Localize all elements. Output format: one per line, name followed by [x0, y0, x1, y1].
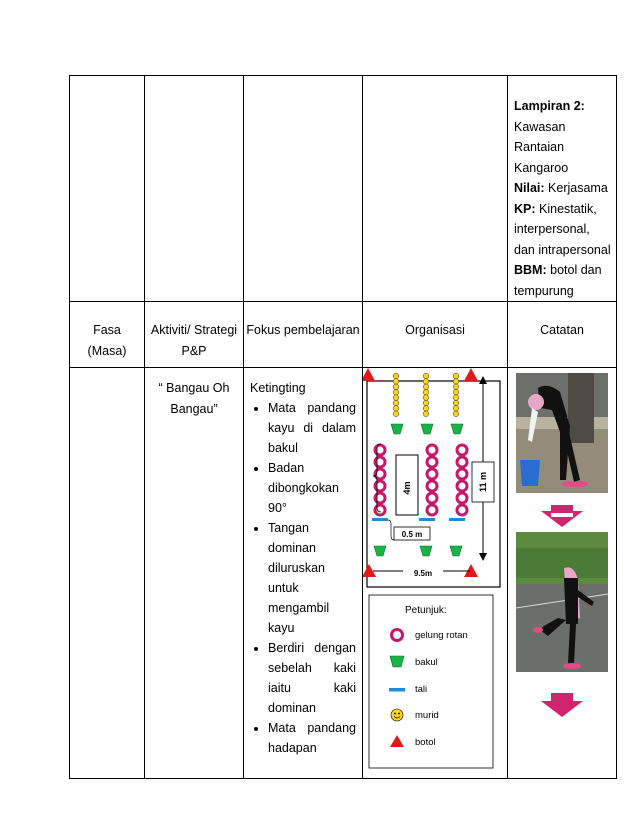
student-icon	[423, 411, 429, 417]
kp-value: Kinestatik, interpersonal, dan intrapersonal	[514, 201, 611, 257]
header-organisasi-label: Organisasi	[405, 323, 465, 337]
legend-label: botol	[415, 737, 436, 748]
label-95m: 9.5m	[413, 569, 433, 578]
aktiviti-cell	[145, 368, 244, 779]
table-cell	[363, 76, 508, 302]
header-aktiviti-label: Aktiviti/ Strategi	[150, 323, 238, 337]
header-catatan	[508, 302, 617, 368]
list-item: • Badan dibongkokan 90°	[268, 458, 356, 518]
legend-label: tali	[415, 684, 428, 695]
student-icon	[423, 379, 429, 385]
ring-icon	[427, 445, 437, 455]
header-fasa-label: Fasa	[93, 323, 121, 337]
basket-icon	[391, 424, 403, 434]
student-icon	[423, 373, 429, 379]
ring-icon	[457, 493, 467, 503]
ring-icon	[457, 505, 467, 515]
bottle-icon	[464, 368, 478, 381]
student-icon	[393, 379, 399, 385]
student-icon	[453, 379, 459, 385]
rope-mark	[372, 518, 388, 521]
ring-icon	[457, 469, 467, 479]
list-item: • Berdiri dengan sebelah kaki iaitu kaki dominan	[268, 638, 356, 718]
rope-mark	[449, 518, 465, 521]
student-icon	[393, 389, 399, 395]
label-4m: 4m	[402, 481, 412, 495]
table-cell	[244, 76, 363, 302]
table-cell	[70, 76, 145, 302]
kp-label: KP:	[514, 201, 536, 216]
header-fokus-label: Fokus pembelajaran	[246, 323, 360, 337]
lampiran-cell	[508, 76, 617, 302]
arrow-down-shaft	[551, 693, 573, 702]
table-row	[70, 368, 617, 779]
list-item: • Mata pandang kayu di dalam bakul	[268, 398, 356, 458]
fasa-cell	[70, 368, 145, 779]
basket-icon	[374, 546, 386, 556]
student-icon	[393, 395, 399, 401]
header-fokus	[244, 302, 363, 368]
list-item: • Tangan dominan diluruskan untuk mengambil kayu	[268, 518, 356, 638]
legend-label: murid	[415, 710, 439, 721]
legend-label: gelung rotan	[415, 630, 468, 641]
header-fasa	[70, 302, 145, 368]
bottle-icon	[363, 368, 375, 381]
rope-icon	[389, 688, 405, 692]
arrow-head	[479, 553, 487, 561]
ring-icon	[457, 457, 467, 467]
student-icon	[423, 400, 429, 406]
student-icon	[393, 373, 399, 379]
student-icon	[393, 406, 399, 412]
student-icon	[393, 400, 399, 406]
student-icon	[393, 411, 399, 417]
arrow-down-icon	[541, 511, 583, 527]
ring-icon	[457, 445, 467, 455]
nilai-value: Kerjasama	[544, 181, 608, 195]
student-icon	[391, 709, 403, 721]
arrow-down-icon	[541, 701, 583, 717]
photo-bending-pickup	[516, 373, 608, 493]
student-icon	[453, 384, 459, 390]
aktiviti-name-line2: Bangau”	[170, 402, 218, 416]
legend-label: bakul	[415, 657, 438, 668]
arrow-down-shaft	[551, 505, 573, 513]
header-catatan-label: Catatan	[540, 323, 584, 337]
label-05m: 0.5 m	[401, 530, 423, 539]
field-diagram	[363, 368, 507, 775]
legend-title: Petunjuk:	[405, 605, 447, 616]
header-organisasi	[363, 302, 508, 368]
ring-icon	[427, 505, 437, 515]
student-icon	[453, 406, 459, 412]
basket-icon	[451, 424, 463, 434]
student-icon	[453, 373, 459, 379]
student-icon	[453, 395, 459, 401]
ring-icon	[375, 493, 385, 503]
ring-group	[375, 445, 467, 515]
student-icon	[423, 406, 429, 412]
ring-icon	[375, 505, 385, 515]
catatan-cell	[508, 368, 617, 779]
table-row	[70, 76, 617, 302]
basket-icon	[420, 546, 432, 556]
arrow-head	[479, 376, 487, 384]
ring-icon	[427, 469, 437, 479]
header-row	[70, 302, 617, 368]
table-cell	[145, 76, 244, 302]
rope-mark	[419, 518, 435, 521]
bbm-label: BBM:	[514, 263, 547, 277]
header-aktiviti-sub: P&P	[181, 344, 207, 358]
fokus-cell	[244, 368, 363, 779]
student-icon	[423, 389, 429, 395]
ring-icon	[375, 481, 385, 491]
list-item: • Mata pandang hadapan	[268, 718, 356, 758]
student-icon	[453, 411, 459, 417]
basket-icon	[421, 424, 433, 434]
header-fasa-sub: (Masa)	[87, 344, 127, 358]
bbm-value: botol dan tempurung	[514, 263, 602, 298]
lampiran-subtitle: Kawasan Rantaian Kangaroo	[514, 119, 569, 175]
student-icon	[453, 400, 459, 406]
brace-mark	[388, 520, 394, 540]
organisasi-cell	[363, 368, 508, 779]
fokus-title: Ketingting	[250, 381, 306, 395]
aktiviti-name-line1: “ Bangau Oh	[158, 381, 230, 395]
ring-icon	[457, 481, 467, 491]
student-icon	[453, 389, 459, 395]
student-group	[393, 373, 459, 416]
label-11m: 11 m	[478, 471, 488, 493]
student-icon	[393, 384, 399, 390]
catatan-figures	[508, 368, 616, 775]
header-aktiviti	[145, 302, 244, 368]
fokus-list	[250, 398, 356, 758]
ring-icon	[375, 445, 385, 455]
nilai-label: Nilai:	[514, 181, 545, 195]
lampiran-title: Lampiran 2:	[514, 99, 585, 113]
lesson-plan-table	[69, 75, 617, 779]
ring-icon	[427, 493, 437, 503]
ring-icon	[427, 457, 437, 467]
student-icon	[423, 395, 429, 401]
student-icon	[423, 384, 429, 390]
basket-icon	[450, 546, 462, 556]
ring-icon	[427, 481, 437, 491]
photo-hopping-pose	[516, 532, 608, 672]
ring-icon	[375, 457, 385, 467]
